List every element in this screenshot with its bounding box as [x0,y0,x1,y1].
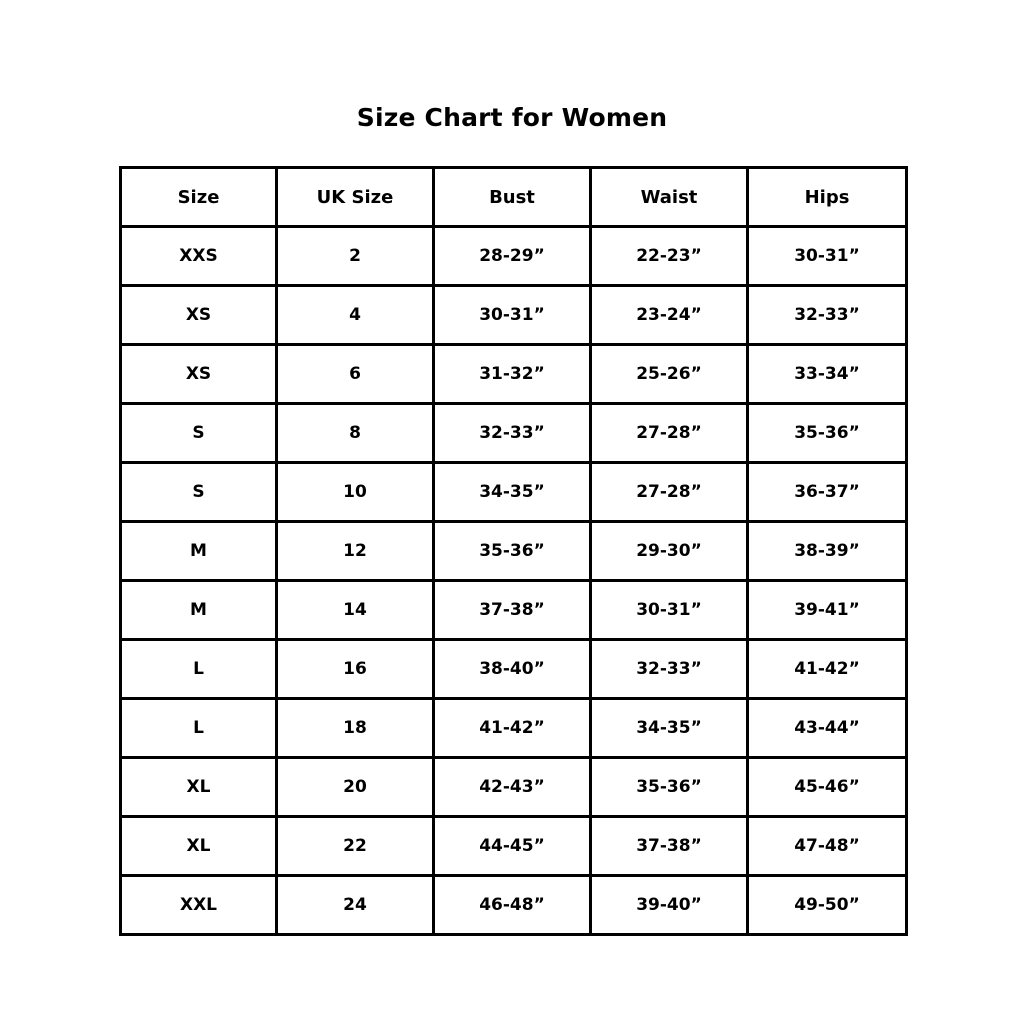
size-table-container [119,166,905,936]
cell-hips: 49-50” [748,876,907,935]
table-row [121,876,907,935]
table-row [121,286,907,345]
cell-uk-size: 22 [277,817,434,876]
cell-hips: 36-37” [748,463,907,522]
cell-uk-size: 8 [277,404,434,463]
cell-hips: 33-34” [748,345,907,404]
cell-hips: 32-33” [748,286,907,345]
cell-hips: 39-41” [748,581,907,640]
cell-bust: 31-32” [434,345,591,404]
table-row [121,404,907,463]
cell-size: XL [121,758,277,817]
cell-uk-size: 24 [277,876,434,935]
cell-size: XL [121,817,277,876]
size-table [119,166,908,936]
cell-uk-size: 4 [277,286,434,345]
cell-waist: 27-28” [591,463,748,522]
cell-bust: 32-33” [434,404,591,463]
cell-size: S [121,463,277,522]
cell-waist: 22-23” [591,227,748,286]
table-row [121,699,907,758]
cell-bust: 41-42” [434,699,591,758]
cell-uk-size: 16 [277,640,434,699]
table-row [121,758,907,817]
cell-size: L [121,699,277,758]
table-row [121,463,907,522]
column-header-bust: Bust [434,168,591,227]
table-row [121,227,907,286]
cell-waist: 32-33” [591,640,748,699]
cell-hips: 47-48” [748,817,907,876]
cell-hips: 41-42” [748,640,907,699]
cell-uk-size: 2 [277,227,434,286]
column-header-size: Size [121,168,277,227]
cell-bust: 44-45” [434,817,591,876]
cell-hips: 45-46” [748,758,907,817]
cell-size: XS [121,345,277,404]
cell-hips: 30-31” [748,227,907,286]
cell-size: M [121,522,277,581]
cell-bust: 42-43” [434,758,591,817]
cell-bust: 30-31” [434,286,591,345]
cell-hips: 35-36” [748,404,907,463]
cell-waist: 37-38” [591,817,748,876]
table-row [121,817,907,876]
cell-size: XS [121,286,277,345]
cell-waist: 27-28” [591,404,748,463]
column-header-hips: Hips [748,168,907,227]
table-row [121,345,907,404]
cell-waist: 23-24” [591,286,748,345]
cell-size: XXS [121,227,277,286]
cell-bust: 34-35” [434,463,591,522]
cell-size: L [121,640,277,699]
cell-size: S [121,404,277,463]
cell-uk-size: 20 [277,758,434,817]
table-body [121,227,907,935]
cell-hips: 38-39” [748,522,907,581]
cell-waist: 39-40” [591,876,748,935]
cell-waist: 34-35” [591,699,748,758]
column-header-waist: Waist [591,168,748,227]
cell-uk-size: 12 [277,522,434,581]
cell-waist: 29-30” [591,522,748,581]
cell-bust: 35-36” [434,522,591,581]
cell-size: XXL [121,876,277,935]
cell-waist: 35-36” [591,758,748,817]
cell-hips: 43-44” [748,699,907,758]
table-row [121,522,907,581]
cell-waist: 30-31” [591,581,748,640]
page-title: Size Chart for Women [356,103,668,132]
table-header-row [121,168,907,227]
cell-bust: 38-40” [434,640,591,699]
cell-uk-size: 6 [277,345,434,404]
cell-uk-size: 14 [277,581,434,640]
cell-bust: 46-48” [434,876,591,935]
table-row [121,581,907,640]
cell-waist: 25-26” [591,345,748,404]
cell-size: M [121,581,277,640]
cell-uk-size: 18 [277,699,434,758]
cell-bust: 37-38” [434,581,591,640]
table-row [121,640,907,699]
cell-uk-size: 10 [277,463,434,522]
column-header-uk-size: UK Size [277,168,434,227]
cell-bust: 28-29” [434,227,591,286]
